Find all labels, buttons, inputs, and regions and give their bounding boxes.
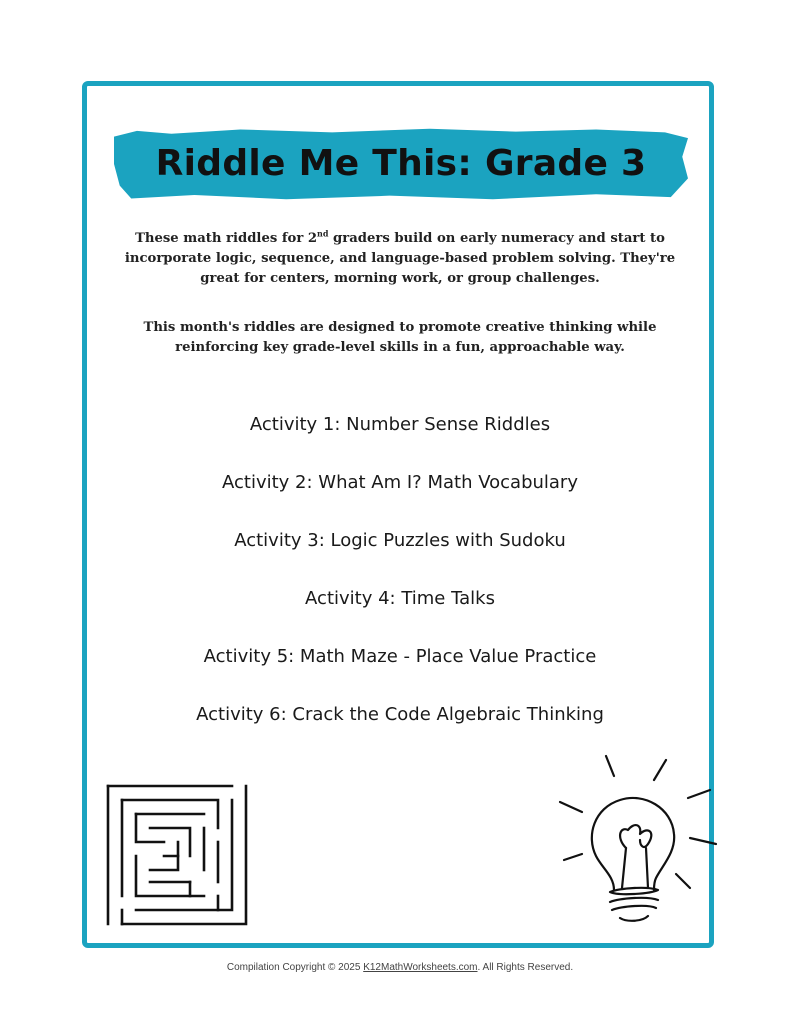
copyright-footer: [0, 962, 800, 973]
page-title: Riddle Me This: Grade 3: [155, 143, 647, 184]
maze-icon: [104, 782, 250, 928]
activity-list: [110, 406, 690, 754]
intro-paragraph-1: [110, 229, 690, 289]
footer-suffix: . All Rights Reserved.: [477, 962, 574, 973]
footer-prefix: Compilation Copyright © 2025: [226, 962, 364, 973]
footer-site-link[interactable]: K12MathWorksheets.com: [363, 962, 478, 973]
ordinal-suffix: nd: [317, 228, 329, 239]
activity-item-2: Activity 2: What Am I? Math Vocabulary: [222, 472, 578, 493]
activity-item-3: Activity 3: Logic Puzzles with Sudoku: [234, 530, 566, 551]
activity-item-6: Activity 6: Crack the Code Algebraic Thinking: [196, 704, 604, 725]
activity-item-5: Activity 5: Math Maze - Place Value Practice: [203, 646, 597, 667]
activity-item-4: Activity 4: Time Talks: [305, 588, 495, 609]
intro-text-end: graders build on early numeracy and start to incorporate logic, sequence, and language-based problem solving. They're great for centers, morning work, or group challenges.: [124, 231, 676, 286]
intro-paragraph-2: This month's riddles are designed to promote creative thinking while reinforcing key grade-level skills in a fun, approachable way.: [143, 320, 657, 355]
activity-item-1: Activity 1: Number Sense Riddles: [249, 414, 551, 435]
intro-text-start: These math riddles for 2: [135, 231, 318, 246]
lightbulb-icon: [556, 752, 726, 932]
